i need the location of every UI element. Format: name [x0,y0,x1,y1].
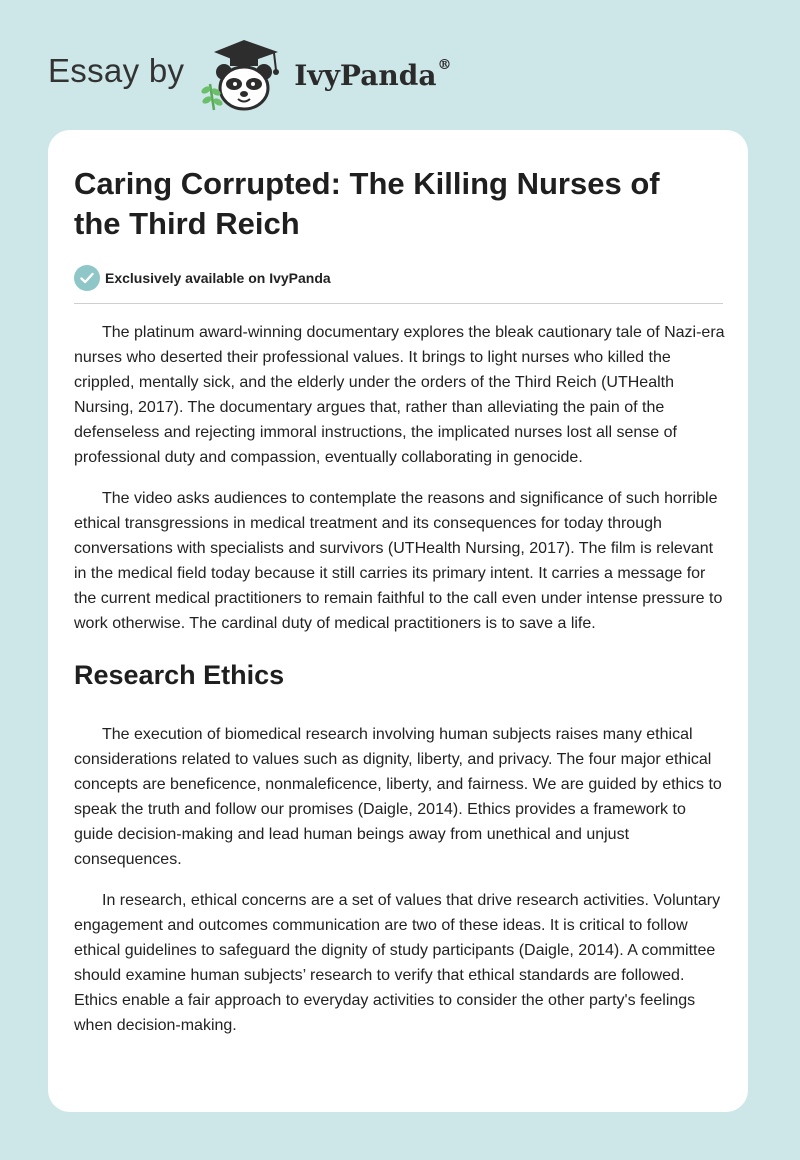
exclusive-badge-text: Exclusively available on IvyPanda [105,270,331,286]
article-card [48,130,748,1112]
paragraph: In research, ethical concerns are a set of values that drive research activities. Voluntary engagement and outcomes communication are two of these ideas. It is critical to follow ethical guidelines to safeguard the dignity of study participants (Daigle, 2014). A committee should examine human subjects’ research to verify that ethical standards are followed. Ethics enable a fair approach to everyday activities to consider the other party's feelings when decision-making. [74,892,721,1034]
divider [74,303,723,304]
paragraph: The platinum award-winning documentary explores the bleak cautionary tale of Nazi-era nurses who deserted their professional values. It brings to light nurses who killed the crippled, mentally sick, and the elderly under the orders of the Third Reich (UTHealth Nursing, 2017). The documentary argues that, rather than alleviating the pain of the defenseless and rejecting immoral instructions, the implicated nurses lost all sense of professional duty and compassion, eventually collaborating in genocide. [74,324,725,466]
brand-name[interactable]: IvyPanda® [294,56,452,92]
paragraph: The video asks audiences to contemplate the reasons and significance of such horrible ethical transgressions in medical treatment and its consequences for today through conversations with specialists and survivors (UTHealth Nursing, 2017). The film is relevant in the medical field today because it still carries its primary intent. It carries a message for the current medical practitioners to remain faithful to the call even under intense pressure to work otherwise. The cardinal duty of medical practitioners is to save a life. [74,490,723,632]
site-header [48,34,508,114]
check-circle-icon [74,265,100,291]
article-title: Caring Corrupted: The Killing Nurses of the Third Reich [74,166,660,241]
panda-graduate-icon[interactable] [194,34,290,114]
registered-mark: ® [437,56,452,73]
essay-by-label: Essay by [48,52,185,89]
section-heading: Research Ethics [74,660,285,690]
exclusive-badge [74,264,722,292]
paragraph: The execution of biomedical research involving human subjects raises many ethical considerations related to values such as dignity, liberty, and privacy. The four major ethical concepts are beneficence, nonmaleficence, liberty, and fairness. We are guided by ethics to speak the truth and follow our promises (Daigle, 2014). Ethics provides a framework to guide decision-making and lead human beings away from unethical and unjust consequences. [74,726,722,868]
